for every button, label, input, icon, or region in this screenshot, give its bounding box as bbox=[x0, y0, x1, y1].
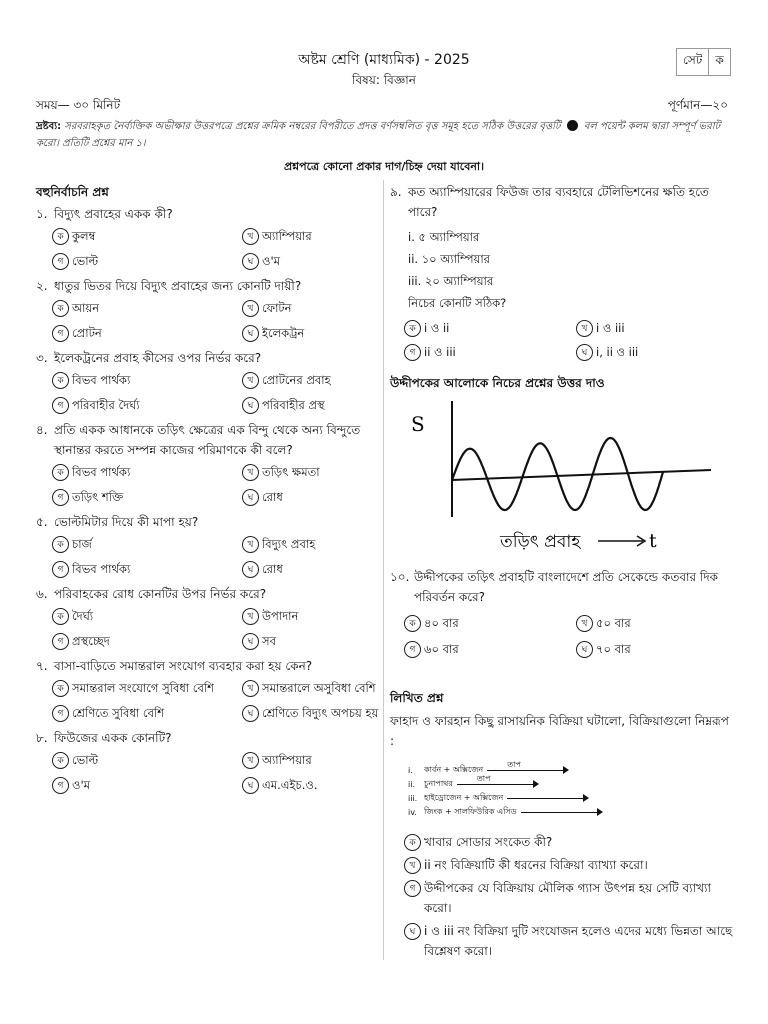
answer-option bbox=[242, 561, 388, 578]
answer-option bbox=[242, 464, 388, 481]
question-text: উদ্দীপকের তড়িৎ প্রবাহটি বাংলাদেশে প্রতি সেকেন্ডে কতবার দিক পরিবর্তন করে? bbox=[414, 570, 719, 604]
option-text: শ্রেণিতে বিদ্যুৎ অপচয় হয় bbox=[262, 706, 379, 720]
answer-option bbox=[242, 489, 388, 506]
option-text: ও'ম bbox=[262, 254, 281, 268]
reaction-arrow-icon bbox=[507, 798, 587, 799]
option-letter-circle: গ bbox=[52, 777, 69, 794]
option-text: i, ii ও iii bbox=[596, 345, 639, 359]
option-letter-circle: খ bbox=[242, 536, 259, 553]
question-text: প্রতি একক আধানকে তড়িৎ ক্ষেত্রের এক বিন্দু থেকে অন্য বিন্দুতে স্থানান্তর করতে সম্পন্ন কাজের পরিমাণকে কী বলে? bbox=[54, 423, 361, 457]
written-question-text: ii নং বিক্রিয়াটি কী ধরনের বিক্রিয়া ব্যাখ্যা করো। bbox=[424, 858, 648, 872]
option-letter-circle: গ bbox=[52, 325, 69, 342]
option-letter-circle: খ bbox=[242, 752, 259, 769]
option-grid bbox=[36, 372, 372, 414]
option-text: বিভব পার্থক্য bbox=[72, 373, 131, 387]
stimulus-heading: উদ্দীপকের আলোকে নিচের প্রশ্নের উত্তর দাও bbox=[390, 376, 605, 390]
q10-options bbox=[390, 615, 735, 658]
option-letter-circle: ঘ bbox=[242, 633, 259, 650]
written-question bbox=[404, 921, 736, 961]
answer-option bbox=[52, 680, 242, 697]
written-intro bbox=[390, 711, 735, 751]
option-letter-circle: ঘ bbox=[242, 489, 259, 506]
written-question-text: i ও iii নং বিক্রিয়া দুটি সংযোজন হলেও এদের মধ্যে ভিন্নতা আছে বিশ্লেষণ করো। bbox=[424, 924, 733, 958]
answer-option bbox=[52, 300, 242, 317]
option-letter-circle: ঘ bbox=[242, 253, 259, 270]
statement-i: i. ৫ অ্যাম্পিয়ার bbox=[408, 230, 480, 244]
instruction-text-a: সরবরাহকৃত নৈর্ব্যক্তিক অভীক্ষার উত্তরপত্রে প্রশ্নের ক্রমিক নম্বরের বিপরীতে প্রদত্ত বর্ণসম্বলিত বৃত্ত সমূহ হতে সঠিক উত্তরের বৃত্তটি bbox=[64, 121, 561, 132]
option-text: ৪০ বার bbox=[424, 616, 459, 630]
option-grid bbox=[36, 608, 372, 650]
reaction-list bbox=[408, 759, 728, 819]
answer-option bbox=[404, 344, 576, 361]
option-text: প্রোটন bbox=[72, 326, 102, 340]
option-letter-circle: ক bbox=[52, 228, 69, 245]
option-letter-circle: ঘ bbox=[242, 561, 259, 578]
option-letter-circle: ক bbox=[52, 680, 69, 697]
option-text: রোধ bbox=[262, 490, 283, 504]
exam-subject: বিষয়: বিজ্ঞান bbox=[352, 73, 416, 87]
question-number: ৯. bbox=[390, 185, 402, 199]
option-text: উপাদান bbox=[262, 609, 299, 623]
option-text: রোধ bbox=[262, 562, 283, 576]
option-text: ফোটন bbox=[262, 301, 292, 315]
answer-option bbox=[576, 320, 748, 337]
option-text: বিভব পার্থক্য bbox=[72, 465, 131, 479]
option-letter-circle: খ bbox=[242, 680, 259, 697]
option-letter-circle: ক bbox=[52, 372, 69, 389]
which-correct: নিচের কোনটি সঠিক? bbox=[408, 296, 507, 310]
question-number: ৪. bbox=[36, 423, 48, 437]
q9-options bbox=[390, 320, 735, 361]
arrow-label: তাপ bbox=[507, 759, 521, 769]
answer-option bbox=[576, 641, 736, 658]
question-number: ১০. bbox=[390, 570, 410, 584]
option-letter-circle: ক bbox=[52, 300, 69, 317]
instruction-text-c: সম্পূর্ণ ভরাট করো। প্রতিটি প্রশ্নের মান ১। bbox=[36, 121, 721, 149]
question-number: ২. bbox=[36, 279, 48, 293]
mcq-question bbox=[36, 656, 379, 722]
option-text: বিভব পার্থক্য bbox=[72, 562, 131, 576]
question-text: ভোল্টমিটার দিয়ে কী মাপা হয়? bbox=[54, 515, 199, 529]
question-text: বিদ্যুৎ প্রবাহের একক কী? bbox=[54, 207, 173, 221]
question-number: ৩. bbox=[36, 351, 48, 365]
option-text: বিদ্যুৎ প্রবাহ bbox=[262, 537, 316, 551]
option-letter-circle: ক bbox=[404, 615, 421, 632]
written-questions bbox=[404, 832, 736, 964]
written-heading: লিখিত প্রশ্ন bbox=[390, 691, 444, 705]
option-text: আয়ন bbox=[72, 301, 100, 315]
option-text: i ও iii bbox=[596, 321, 625, 335]
mcq-list bbox=[36, 204, 379, 800]
option-letter-circle: ঘ bbox=[242, 397, 259, 414]
option-letter-circle: ঘ bbox=[242, 325, 259, 342]
option-letter-circle: খ bbox=[242, 464, 259, 481]
option-text: পরিবাহীর দৈর্ঘ্য bbox=[72, 398, 140, 412]
option-text: ৭০ বার bbox=[596, 642, 631, 656]
option-letter-circle: ঘ bbox=[576, 641, 593, 658]
option-letter-circle: গ bbox=[52, 633, 69, 650]
reaction-arrow-icon bbox=[457, 773, 537, 785]
reaction-text: কার্বন + অক্সিজেন bbox=[424, 764, 484, 774]
option-grid bbox=[36, 536, 372, 578]
written-intro-colon: : bbox=[390, 734, 395, 748]
option-text: ii ও iii bbox=[424, 345, 456, 359]
question-text: বাসা-বাড়িতে সমান্তরাল সংযোগ ব্যবহার করা হয় কেন? bbox=[54, 659, 313, 673]
option-letter-circle: ক bbox=[52, 464, 69, 481]
x-axis-label: তড়িৎ প্রবাহ bbox=[500, 532, 581, 552]
exam-title: অষ্টম শ্রেণি (মাধ্যমিক) - 2025 bbox=[298, 52, 470, 68]
written-question-text: খাবার সোডার সংকেত কী? bbox=[424, 835, 553, 849]
answer-option bbox=[242, 325, 388, 342]
option-grid bbox=[36, 464, 372, 506]
answer-option bbox=[242, 752, 388, 769]
option-letter-circle: ঘ bbox=[404, 923, 421, 940]
answer-option bbox=[404, 320, 576, 337]
answer-option bbox=[52, 608, 242, 625]
option-text: তড়িৎ শক্তি bbox=[72, 490, 124, 504]
arrow-head-icon bbox=[563, 766, 569, 774]
written-question bbox=[404, 855, 736, 875]
option-text: i ও ii bbox=[424, 321, 450, 335]
y-axis-label: S bbox=[411, 412, 425, 436]
option-text: প্রস্থচ্ছেদ bbox=[72, 634, 110, 648]
option-grid bbox=[36, 680, 379, 722]
option-grid bbox=[36, 228, 372, 270]
question-number: ৮. bbox=[36, 731, 48, 745]
option-text: প্রোটনের প্রবাহ bbox=[262, 373, 331, 387]
reaction-row bbox=[408, 773, 728, 791]
option-letter-circle: গ bbox=[52, 253, 69, 270]
option-letter-circle: গ bbox=[404, 344, 421, 361]
mcq-question bbox=[36, 348, 372, 414]
answer-option bbox=[52, 705, 242, 722]
instruction-text-b: বল পয়েন্ট কলম দ্বারা bbox=[583, 121, 669, 132]
option-text: ভোল্ট bbox=[72, 254, 99, 268]
reaction-text: জিংক + সালফিউরিক এসিড bbox=[424, 806, 517, 816]
reaction-text: হাইড্রোজেন + অক্সিজেন bbox=[424, 792, 504, 802]
instructions bbox=[36, 118, 736, 152]
option-letter-circle: ক bbox=[52, 608, 69, 625]
answer-option bbox=[242, 253, 388, 270]
option-letter-circle: গ bbox=[52, 561, 69, 578]
option-text: ৬০ বার bbox=[424, 642, 459, 656]
arrow-label: তাপ bbox=[476, 773, 491, 783]
answer-option bbox=[576, 344, 748, 361]
answer-option bbox=[242, 228, 388, 245]
option-letter-circle: ঘ bbox=[242, 705, 259, 722]
arrow-head-icon bbox=[583, 794, 589, 802]
answer-option bbox=[242, 536, 388, 553]
option-letter-circle: খ bbox=[242, 300, 259, 317]
option-text: ও'ম bbox=[72, 778, 91, 792]
answer-option bbox=[242, 608, 388, 625]
answer-option bbox=[242, 777, 388, 794]
reaction-roman: ii. bbox=[408, 779, 415, 789]
option-text: সব bbox=[262, 634, 276, 648]
reaction-arrow-icon bbox=[521, 812, 601, 813]
question-text: কত অ্যাম্পিয়ারের ফিউজ তার ব্যবহারে টেলিভিশনের ক্ষতি হতে পারে? bbox=[408, 185, 709, 219]
option-letter-circle: খ bbox=[242, 228, 259, 245]
mcq-question bbox=[36, 204, 372, 270]
mcq-question bbox=[36, 728, 372, 794]
option-text: ইলেকট্রন bbox=[262, 326, 305, 340]
option-letter-circle: গ bbox=[404, 880, 421, 897]
set-value: ক bbox=[708, 49, 729, 75]
answer-option bbox=[52, 372, 242, 389]
option-letter-circle: গ bbox=[52, 397, 69, 414]
option-text: ভোল্ট bbox=[72, 753, 99, 767]
answer-option bbox=[52, 489, 242, 506]
instruction-label: দ্রষ্টব্য: bbox=[36, 121, 62, 132]
answer-option bbox=[404, 641, 576, 658]
question-10 bbox=[390, 567, 735, 658]
option-grid bbox=[36, 300, 372, 342]
statement-ii: ii. ১০ অ্যাম্পিয়ার bbox=[408, 252, 490, 266]
answer-option bbox=[52, 777, 242, 794]
option-letter-circle: ক bbox=[404, 320, 421, 337]
arrow-head-icon bbox=[597, 808, 603, 816]
question-9 bbox=[390, 182, 735, 361]
answer-option bbox=[52, 325, 242, 342]
option-text: অ্যাম্পিয়ার bbox=[262, 229, 312, 243]
answer-option bbox=[242, 633, 388, 650]
answer-option bbox=[52, 752, 242, 769]
answer-option bbox=[404, 615, 576, 632]
mcq-question bbox=[36, 276, 372, 342]
exam-time: সময়— ৩০ মিনিট bbox=[36, 98, 121, 112]
option-text: চার্জ bbox=[72, 537, 92, 551]
reaction-arrow-icon bbox=[487, 759, 567, 771]
mcq-question bbox=[36, 512, 372, 578]
question-number: ৫. bbox=[36, 515, 48, 529]
answer-option bbox=[52, 228, 242, 245]
answer-option bbox=[242, 372, 388, 389]
answer-option bbox=[242, 300, 388, 317]
option-letter-circle: ক bbox=[52, 536, 69, 553]
reaction-text: চুনাপাথর bbox=[424, 778, 453, 788]
option-text: সমান্তরালে অসুবিধা বেশি bbox=[262, 681, 376, 695]
reaction-roman: i. bbox=[408, 765, 413, 775]
reaction-row bbox=[408, 759, 728, 777]
written-question bbox=[404, 878, 736, 918]
option-letter-circle: ঘ bbox=[576, 344, 593, 361]
question-number: ১. bbox=[36, 207, 48, 221]
option-text: পরিবাহীর প্রস্থ bbox=[262, 398, 325, 412]
warning-text: প্রশ্নপত্রে কোনো প্রকার দাগ/চিহ্ন দেয়া যাবেনা। bbox=[283, 160, 485, 173]
mcq-question bbox=[36, 584, 372, 650]
statement-iii: iii. ২০ অ্যাম্পিয়ার bbox=[408, 274, 494, 288]
arrow-head-icon bbox=[533, 780, 539, 788]
option-letter-circle: খ bbox=[576, 320, 593, 337]
option-letter-circle: খ bbox=[242, 372, 259, 389]
option-letter-circle: খ bbox=[242, 608, 259, 625]
option-letter-circle: ক bbox=[52, 752, 69, 769]
option-text: কুলম্ব bbox=[72, 229, 96, 243]
current-wave-figure bbox=[395, 395, 725, 555]
mcq-question bbox=[36, 420, 372, 506]
answer-option bbox=[52, 561, 242, 578]
full-marks: পূর্ণমান—২০ bbox=[667, 98, 728, 112]
option-letter-circle: গ bbox=[52, 705, 69, 722]
question-number: ৭. bbox=[36, 659, 48, 673]
question-text: ধাতুর ভিতর দিয়ে বিদ্যুৎ প্রবাহের জন্য কোনটি দায়ী? bbox=[54, 279, 302, 293]
option-text: শ্রেণিতে সুবিধা বেশি bbox=[72, 706, 165, 720]
time-label: t bbox=[649, 530, 657, 552]
answer-option bbox=[52, 464, 242, 481]
set-label: সেট bbox=[683, 53, 703, 67]
option-letter-circle: খ bbox=[576, 615, 593, 632]
answer-option bbox=[576, 615, 736, 632]
written-question bbox=[404, 832, 736, 852]
written-question-text: উদ্দীপকের যে বিক্রিয়ায় মৌলিক গ্যাস উৎপন্ন হয় সেটি ব্যাখ্যা করো। bbox=[424, 881, 711, 915]
mcq-heading: বহুনির্বাচনি প্রশ্ন bbox=[36, 185, 109, 199]
x-axis-line bbox=[452, 470, 711, 480]
answer-option bbox=[242, 397, 388, 414]
reaction-roman: iii. bbox=[408, 793, 418, 803]
answer-option bbox=[242, 705, 388, 722]
option-letter-circle: ক bbox=[404, 834, 421, 851]
answer-option bbox=[52, 253, 242, 270]
written-intro-text: ফাহাদ ও ফারহান কিছু রাসায়নিক বিক্রিয়া ঘটালো, বিক্রিয়াগুলো নিম্নরূপ bbox=[390, 714, 729, 728]
option-letter-circle: গ bbox=[52, 489, 69, 506]
option-text: দৈর্ঘ্য bbox=[72, 609, 94, 623]
reaction-roman: iv. bbox=[408, 807, 417, 817]
option-letter-circle: ঘ bbox=[242, 777, 259, 794]
option-text: সমান্তরাল সংযোগে সুবিধা বেশি bbox=[72, 681, 214, 695]
answer-option bbox=[52, 633, 242, 650]
question-text: ইলেকট্রনের প্রবাহ কীসের ওপর নির্ভর করে? bbox=[54, 351, 262, 365]
answer-option bbox=[52, 397, 242, 414]
question-number: ৬. bbox=[36, 587, 48, 601]
option-letter-circle: খ bbox=[404, 857, 421, 874]
question-text: পরিবাহকের রোধ কোনটির উপর নির্ভর করে? bbox=[54, 587, 267, 601]
option-text: এম.এইচ.ও. bbox=[262, 778, 318, 792]
option-text: তড়িৎ ক্ষমতা bbox=[262, 465, 320, 479]
reaction-row bbox=[408, 805, 728, 819]
set-box bbox=[676, 48, 731, 76]
option-text: ৫০ বার bbox=[596, 616, 631, 630]
option-grid bbox=[36, 752, 372, 794]
answer-option bbox=[242, 680, 388, 697]
filled-circle-icon bbox=[567, 120, 578, 131]
question-text: ফিউজের একক কোনটি? bbox=[54, 731, 172, 745]
option-text: অ্যাম্পিয়ার bbox=[262, 753, 312, 767]
option-letter-circle: গ bbox=[404, 641, 421, 658]
reaction-row bbox=[408, 791, 728, 805]
answer-option bbox=[52, 536, 242, 553]
